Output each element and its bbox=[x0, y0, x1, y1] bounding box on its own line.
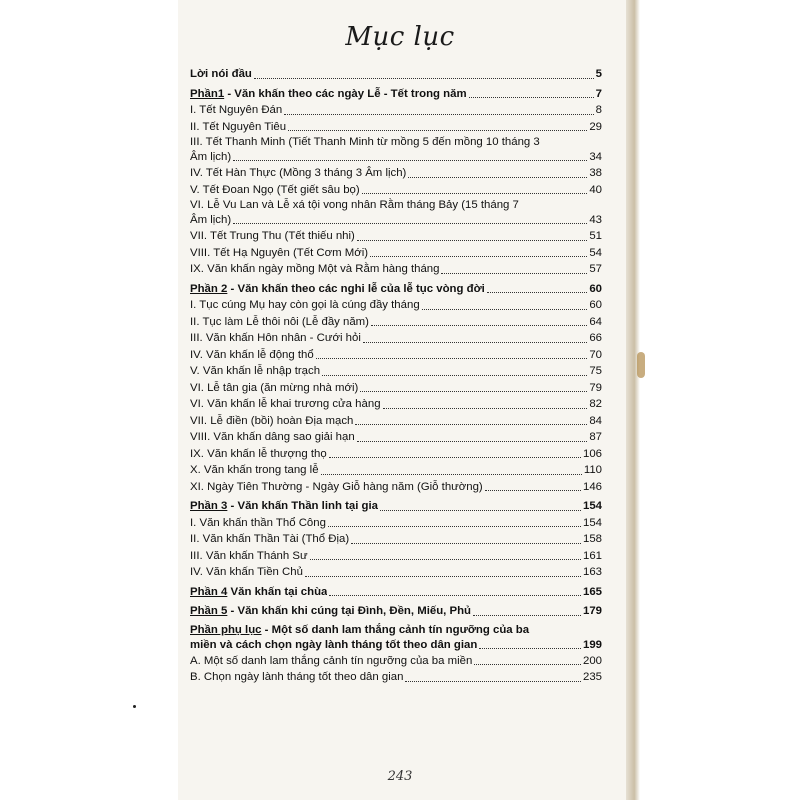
toc-entry-text: IV. Tết Hàn Thực (Mồng 3 tháng 3 Âm lịch) bbox=[190, 167, 407, 179]
toc-page-number: 161 bbox=[582, 549, 602, 562]
toc-entry-text: VII. Lễ điền (bồi) hoàn Địa mạch bbox=[190, 414, 354, 427]
dot-leader bbox=[408, 177, 587, 178]
page-title: Mục lục bbox=[345, 22, 455, 52]
toc-entry bbox=[190, 347, 602, 364]
toc-entry-text: - Văn khấn Thần linh tại gia bbox=[227, 500, 378, 512]
toc-entry bbox=[190, 66, 602, 83]
dot-leader bbox=[363, 342, 587, 343]
toc-entry-text: IV. Văn khấn Tiền Chủ bbox=[190, 566, 303, 578]
toc-page-number: 110 bbox=[583, 464, 602, 476]
dot-leader bbox=[310, 559, 581, 560]
toc-entry bbox=[190, 135, 602, 165]
toc-page-number: 75 bbox=[589, 365, 602, 377]
toc-entry bbox=[190, 228, 602, 245]
toc-entry bbox=[190, 429, 602, 446]
toc-entry-text: VIII. Tết Hạ Nguyên (Tết Cơm Mới) bbox=[190, 246, 369, 259]
toc-entry-text: VI. Lễ Vu Lan và Lễ xá tội vong nhân Rằm tháng Bảy (15 tháng 7 bbox=[190, 199, 519, 211]
toc-page-number: 29 bbox=[589, 120, 602, 133]
dot-leader bbox=[479, 648, 581, 649]
toc-section-prefix: Phần 2 bbox=[190, 282, 228, 295]
toc-entry-text: - Văn khấn theo các nghi lễ của lễ tục vòng đời bbox=[227, 282, 485, 295]
toc-entry-text: V. Văn khấn lễ nhập trạch bbox=[190, 365, 321, 377]
dot-leader bbox=[362, 193, 588, 194]
toc-entry bbox=[190, 531, 602, 548]
toc-entry bbox=[190, 479, 602, 496]
toc-entry bbox=[190, 102, 602, 119]
toc-entry-text: Văn khấn tại chùa bbox=[227, 585, 328, 598]
toc-page-number: 38 bbox=[589, 167, 602, 179]
page-edge bbox=[626, 0, 640, 800]
dot-leader bbox=[355, 424, 587, 425]
toc-page-number: 87 bbox=[589, 431, 602, 443]
dot-leader bbox=[329, 457, 581, 458]
toc-entry-text: IX. Văn khấn lễ thượng thọ bbox=[190, 447, 327, 460]
toc-page-number: 199 bbox=[582, 638, 602, 651]
toc-page-number: 146 bbox=[582, 480, 602, 493]
toc-entry-text: A. Một số danh lam thắng cảnh tín ngưỡng của ba miền bbox=[190, 654, 473, 667]
toc-entry bbox=[190, 669, 602, 686]
toc-entry-text: X. Văn khấn trong tang lễ bbox=[190, 464, 319, 476]
toc-section-heading bbox=[190, 86, 602, 103]
toc-entry-text: Lời nói đầu bbox=[190, 68, 252, 80]
toc-page-number: 34 bbox=[589, 151, 602, 163]
toc-page-number: 8 bbox=[595, 104, 602, 116]
toc-entry-text: IX. Văn khấn ngày mồng Một và Rằm hàng tháng bbox=[190, 263, 440, 275]
dot-leader bbox=[351, 543, 581, 544]
toc-page-number: 154 bbox=[582, 500, 602, 512]
toc-entry-text: - Văn khấn theo các ngày Lễ - Tết trong năm bbox=[224, 87, 467, 100]
toc-page-number: 64 bbox=[589, 315, 602, 328]
toc-page-number: 163 bbox=[582, 566, 602, 578]
dot-leader bbox=[329, 595, 581, 596]
toc-entry bbox=[190, 653, 602, 670]
toc-entry bbox=[190, 330, 602, 347]
toc-entry-text: B. Chọn ngày lành tháng tốt theo dân gian bbox=[190, 671, 404, 683]
toc-page-number: 7 bbox=[595, 87, 602, 100]
toc-entry-text: - Một số danh lam thắng cảnh tín ngưỡng của ba bbox=[261, 623, 530, 636]
toc-entry bbox=[190, 363, 602, 380]
dot-leader bbox=[441, 273, 587, 274]
toc-entry-text: VI. Văn khấn lễ khai trương cửa hàng bbox=[190, 398, 381, 410]
dot-leader bbox=[474, 664, 581, 665]
toc-entry-line1 bbox=[190, 198, 602, 213]
toc-section-prefix: Phần 3 bbox=[190, 500, 228, 512]
toc-entry bbox=[190, 413, 602, 430]
toc-entry bbox=[190, 380, 602, 397]
toc-entry bbox=[190, 396, 602, 413]
toc-page-number: 200 bbox=[582, 654, 602, 667]
page-speck bbox=[637, 352, 645, 378]
toc-section-heading bbox=[190, 584, 602, 601]
page-number: 243 bbox=[387, 769, 413, 784]
toc-page-number: 165 bbox=[582, 585, 602, 598]
toc-entry bbox=[190, 245, 602, 262]
toc-section-prefix: Phần phụ lục bbox=[190, 623, 262, 636]
toc-entry bbox=[190, 462, 602, 479]
toc-page-number: 43 bbox=[589, 214, 602, 226]
toc-section-heading bbox=[190, 498, 602, 515]
toc-entry bbox=[190, 261, 602, 278]
toc-entry-text: III. Văn khấn Hôn nhân - Cưới hỏi bbox=[190, 332, 361, 344]
toc-entry bbox=[190, 297, 602, 314]
table-of-contents bbox=[190, 66, 602, 686]
toc-entry bbox=[190, 314, 602, 331]
toc-entry-text: I. Văn khấn thần Thổ Công bbox=[190, 516, 326, 529]
toc-entry-text: II. Văn khấn Thần Tài (Thổ Địa) bbox=[190, 533, 350, 545]
toc-page-number: 66 bbox=[589, 332, 602, 344]
toc-page-number: 5 bbox=[595, 68, 602, 80]
toc-page-number: 158 bbox=[582, 533, 602, 545]
dot-leader bbox=[370, 256, 587, 257]
dot-leader bbox=[322, 375, 587, 376]
toc-entry-text: VII. Tết Trung Thu (Tết thiếu nhi) bbox=[190, 230, 355, 242]
dot-leader bbox=[357, 441, 588, 442]
toc-entry-text: XI. Ngày Tiên Thường - Ngày Giỗ hàng năm (Giỗ thường) bbox=[190, 480, 483, 493]
toc-page-number: 54 bbox=[589, 246, 602, 259]
toc-entry-text: I. Tục cúng Mụ hay còn gọi là cúng đầy tháng bbox=[190, 299, 420, 311]
toc-entry bbox=[190, 182, 602, 199]
dot-leader bbox=[321, 474, 582, 475]
toc-entry-line2 bbox=[190, 213, 602, 228]
toc-entry-text: IV. Văn khấn lễ động thổ bbox=[190, 348, 314, 361]
dot-leader bbox=[485, 490, 581, 491]
toc-entry bbox=[190, 515, 602, 532]
toc-entry-line2 bbox=[190, 150, 602, 165]
dot-leader bbox=[371, 325, 587, 326]
toc-entry-text: Âm lịch) bbox=[190, 151, 232, 163]
toc-page-number: 40 bbox=[589, 183, 602, 196]
dot-leader bbox=[487, 292, 587, 293]
toc-entry bbox=[190, 119, 602, 136]
toc-section-prefix: Phần 4 bbox=[190, 585, 228, 598]
toc-section-heading bbox=[190, 623, 602, 653]
toc-entry-line2 bbox=[190, 638, 602, 653]
toc-page-number: 57 bbox=[589, 263, 602, 275]
dot-leader bbox=[233, 160, 587, 161]
toc-entry-text: I. Tết Nguyên Đán bbox=[190, 104, 283, 116]
toc-entry-text: VIII. Văn khấn dâng sao giải hạn bbox=[190, 431, 355, 443]
toc-entry-text: VI. Lễ tân gia (ăn mừng nhà mới) bbox=[190, 381, 359, 394]
dot-leader bbox=[380, 510, 581, 511]
dot-leader bbox=[357, 240, 588, 241]
dot-leader bbox=[473, 615, 581, 616]
toc-page-number: 82 bbox=[589, 398, 602, 410]
toc-page-number: 235 bbox=[582, 671, 602, 683]
dot-leader bbox=[328, 526, 581, 527]
toc-page-number: 51 bbox=[589, 230, 602, 242]
stray-dot bbox=[133, 705, 136, 708]
toc-entry-text: Âm lịch) bbox=[190, 214, 232, 226]
toc-page-number: 179 bbox=[582, 605, 602, 617]
toc-page-number: 70 bbox=[589, 348, 602, 361]
dot-leader bbox=[360, 391, 587, 392]
toc-page-number: 154 bbox=[582, 516, 602, 529]
toc-entry-text: miền và cách chọn ngày lành tháng tốt theo dân gian bbox=[190, 638, 478, 651]
toc-entry bbox=[190, 198, 602, 228]
toc-page-number: 79 bbox=[589, 381, 602, 394]
toc-section-prefix: Phần1 bbox=[190, 87, 225, 100]
toc-entry bbox=[190, 165, 602, 182]
toc-entry-text: II. Tục làm Lễ thôi nôi (Lễ đầy năm) bbox=[190, 315, 369, 328]
toc-page-number: 60 bbox=[589, 282, 602, 295]
dot-leader bbox=[288, 130, 587, 131]
toc-page-number: 60 bbox=[589, 299, 602, 311]
toc-page-number: 84 bbox=[589, 414, 602, 427]
dot-leader bbox=[405, 681, 581, 682]
toc-page-number: 106 bbox=[582, 447, 602, 460]
toc-entry-line1 bbox=[190, 623, 602, 638]
dot-leader bbox=[316, 358, 588, 359]
toc-entry-text: V. Tết Đoan Ngọ (Tết giết sâu bọ) bbox=[190, 183, 360, 196]
dot-leader bbox=[305, 576, 581, 577]
toc-section-prefix: Phần 5 bbox=[190, 605, 228, 617]
toc-entry bbox=[190, 564, 602, 581]
toc-entry-text: - Văn khấn khi cúng tại Đình, Đền, Miếu, Phủ bbox=[227, 605, 472, 617]
toc-entry-text: III. Văn khấn Thánh Sư bbox=[190, 549, 308, 562]
dot-leader bbox=[284, 114, 593, 115]
dot-leader bbox=[383, 408, 588, 409]
dot-leader bbox=[254, 78, 594, 79]
toc-entry bbox=[190, 548, 602, 565]
toc-section-heading bbox=[190, 281, 602, 298]
toc-entry-text: III. Tết Thanh Minh (Tiết Thanh Minh từ mồng 5 đến mồng 10 tháng 3 bbox=[190, 136, 540, 148]
toc-entry-text: II. Tết Nguyên Tiêu bbox=[190, 120, 287, 133]
toc-entry bbox=[190, 446, 602, 463]
dot-leader bbox=[233, 223, 587, 224]
dot-leader bbox=[422, 309, 588, 310]
dot-leader bbox=[469, 97, 594, 98]
toc-section-heading bbox=[190, 603, 602, 620]
toc-entry-line1 bbox=[190, 135, 602, 150]
